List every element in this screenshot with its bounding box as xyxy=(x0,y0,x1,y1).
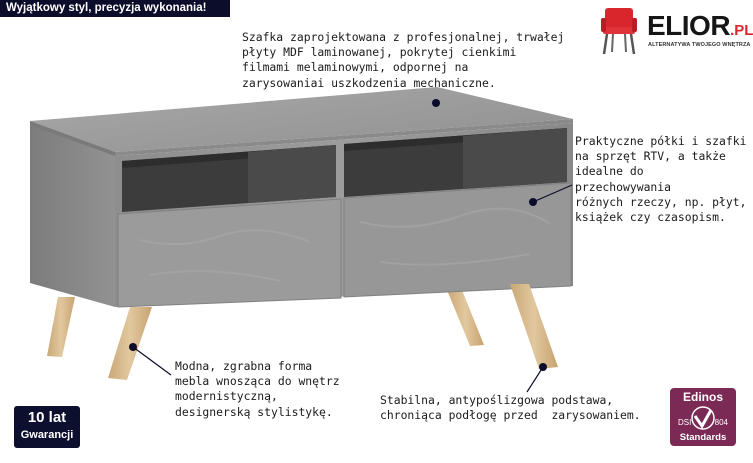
warranty-badge xyxy=(14,406,80,448)
edinos-badge-dsi: DSI xyxy=(678,418,692,427)
cabinet-leg xyxy=(108,307,152,380)
cabinet-leg xyxy=(47,297,75,357)
warranty-badge-label: Gwarancji xyxy=(20,429,74,441)
caption-material: Szafka zaprojektowana z profesjonalnej, trwałej płyty MDF laminowanej, pokrytej cienkimi filmami melaminowymi, odpornej na zarysowaniai uszkodzenia mechaniczne. xyxy=(242,30,565,90)
cabinet-leg xyxy=(447,290,484,346)
caption-base: Stabilna, antypoślizgowa podstawa, chroniąca podłogę przed zarysowaniem. xyxy=(380,393,641,423)
edinos-badge-title: Edinos xyxy=(682,390,723,404)
cabinet-leg xyxy=(510,284,558,369)
edinos-badge-number: 804 xyxy=(714,418,728,427)
caption-design: Modna, zgrabna forma mebla wnosząca do wnętrz modernistyczną, designerską stylistykę. xyxy=(175,359,340,419)
promo-banner-text: Wyjątkowy styl, precyzja wykonania! xyxy=(6,2,207,14)
caption-shelves: Praktyczne półki i szafki na sprzęt RTV, a także idealne do przechowywania różnych rzeczy, np. płyt, książek czy czasopism. xyxy=(575,134,747,225)
warranty-badge-years: 10 lat xyxy=(27,409,67,426)
logo-tagline: ALTERNATYWA TWOJEGO WNĘTRZA xyxy=(648,42,751,48)
drawer-left xyxy=(118,199,341,307)
edinos-badge xyxy=(670,388,736,446)
callout-dot-top xyxy=(432,99,440,107)
logo-wordmark: ELIOR.PL xyxy=(647,10,753,41)
edinos-badge-subtitle: Standards xyxy=(679,432,727,443)
